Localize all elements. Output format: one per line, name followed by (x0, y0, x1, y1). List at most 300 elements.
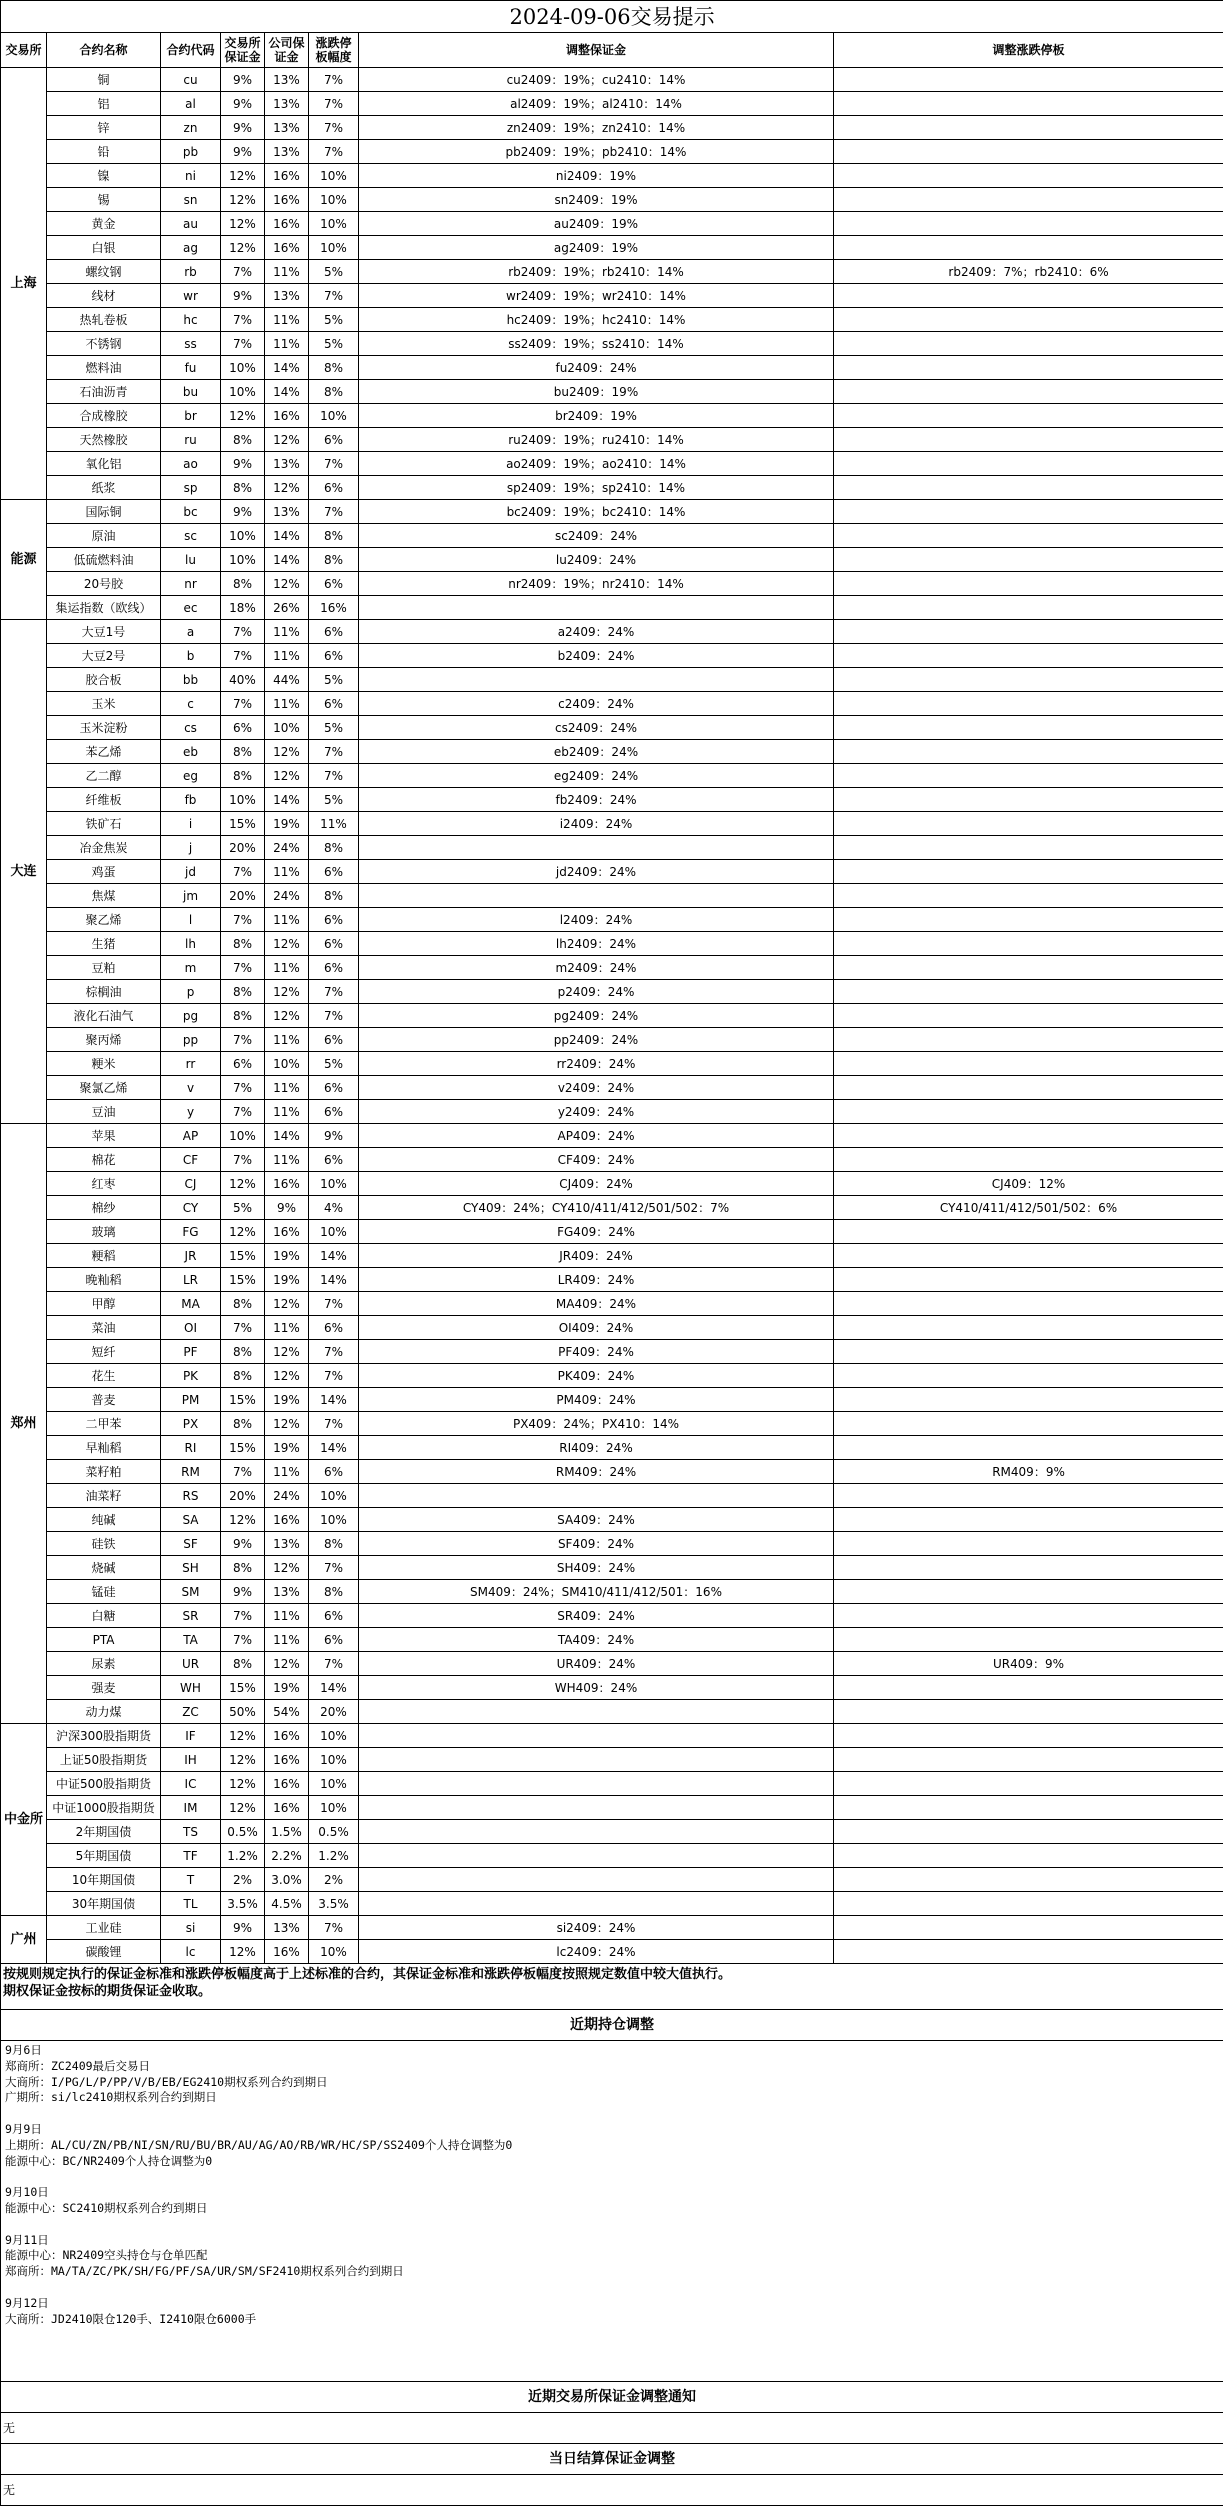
price-limit-cell: 7% (309, 1292, 359, 1316)
adjusted-margin-cell: sp2409：19%；sp2410：14% (359, 476, 834, 500)
contract-code-cell: lh (161, 932, 221, 956)
contract-code-cell: b (161, 644, 221, 668)
table-row (1, 1844, 1223, 1868)
contract-code-cell: WH (161, 1676, 221, 1700)
price-limit-cell: 7% (309, 1340, 359, 1364)
table-row (1, 452, 1223, 476)
adjusted-margin-cell (359, 884, 834, 908)
adjusted-margin-cell (359, 1796, 834, 1820)
contract-name-cell: 30年期国债 (47, 1892, 161, 1916)
contract-code-cell: JR (161, 1244, 221, 1268)
contract-name-cell: 天然橡胶 (47, 428, 161, 452)
contract-code-cell: ag (161, 236, 221, 260)
company-margin-cell: 14% (265, 524, 309, 548)
company-margin-cell: 16% (265, 1748, 309, 1772)
table-row (1, 1556, 1223, 1580)
table-row (1, 1124, 1223, 1148)
company-margin-cell: 11% (265, 644, 309, 668)
contract-name-cell: 中证1000股指期货 (47, 1796, 161, 1820)
table-row (1, 236, 1223, 260)
adjusted-margin-cell: ru2409：19%；ru2410：14% (359, 428, 834, 452)
adjusted-margin-cell: bu2409：19% (359, 380, 834, 404)
exchange-margin-cell: 15% (221, 812, 265, 836)
price-limit-cell: 10% (309, 1940, 359, 1964)
company-margin-cell: 14% (265, 356, 309, 380)
contract-name-cell: 苹果 (47, 1124, 161, 1148)
company-margin-cell: 44% (265, 668, 309, 692)
contract-name-cell: 聚乙烯 (47, 908, 161, 932)
company-margin-cell: 12% (265, 980, 309, 1004)
contract-name-cell: 普麦 (47, 1388, 161, 1412)
adjusted-margin-cell: SF409：24% (359, 1532, 834, 1556)
exchange-margin-cell: 8% (221, 1652, 265, 1676)
adjusted-margin-cell: fb2409：24% (359, 788, 834, 812)
contract-name-cell: 工业硅 (47, 1916, 161, 1940)
adjusted-limit-cell (834, 644, 1223, 668)
table-row (1, 524, 1223, 548)
adjusted-limit-cell (834, 476, 1223, 500)
adjusted-margin-cell: p2409：24% (359, 980, 834, 1004)
exchange-margin-cell: 7% (221, 692, 265, 716)
company-margin-cell: 13% (265, 452, 309, 476)
contract-name-cell: 红枣 (47, 1172, 161, 1196)
adjusted-limit-cell (834, 1556, 1223, 1580)
company-margin-cell: 12% (265, 476, 309, 500)
company-margin-cell: 11% (265, 1628, 309, 1652)
price-limit-cell: 6% (309, 572, 359, 596)
contract-name-cell: 氧化铝 (47, 452, 161, 476)
contract-code-cell: IH (161, 1748, 221, 1772)
contract-code-cell: sp (161, 476, 221, 500)
exchange-cell: 能源 (1, 500, 47, 620)
adjusted-margin-cell: ag2409：19% (359, 236, 834, 260)
adjusted-margin-cell (359, 1820, 834, 1844)
adjusted-limit-cell (834, 1268, 1223, 1292)
adjusted-limit-cell (834, 212, 1223, 236)
price-limit-cell: 5% (309, 788, 359, 812)
company-margin-cell: 3.0% (265, 1868, 309, 1892)
contract-name-cell: 纤维板 (47, 788, 161, 812)
contract-code-cell: TF (161, 1844, 221, 1868)
adjusted-limit-cell (834, 1892, 1223, 1916)
contract-code-cell: RM (161, 1460, 221, 1484)
price-limit-cell: 10% (309, 1724, 359, 1748)
contract-code-cell: RS (161, 1484, 221, 1508)
contract-code-cell: AP (161, 1124, 221, 1148)
contract-code-cell: nr (161, 572, 221, 596)
contract-code-cell: T (161, 1868, 221, 1892)
company-margin-cell: 11% (265, 692, 309, 716)
adjusted-limit-cell (834, 572, 1223, 596)
contract-name-cell: 合成橡胶 (47, 404, 161, 428)
contract-code-cell: m (161, 956, 221, 980)
company-margin-cell: 24% (265, 884, 309, 908)
price-limit-cell: 3.5% (309, 1892, 359, 1916)
adjusted-limit-cell (834, 1340, 1223, 1364)
exchange-margin-cell: 7% (221, 1628, 265, 1652)
adjusted-margin-cell (359, 1748, 834, 1772)
contract-code-cell: v (161, 1076, 221, 1100)
price-limit-cell: 5% (309, 1052, 359, 1076)
contract-code-cell: cu (161, 68, 221, 92)
header-price-limit: 涨跌停板幅度 (309, 33, 359, 68)
header-company-margin: 公司保证金 (265, 33, 309, 68)
exchange-margin-cell: 7% (221, 1460, 265, 1484)
adjusted-limit-cell: CJ409：12% (834, 1172, 1223, 1196)
contract-name-cell: 中证500股指期货 (47, 1772, 161, 1796)
exchange-cell: 大连 (1, 620, 47, 1124)
table-row (1, 1436, 1223, 1460)
contract-name-cell: 二甲苯 (47, 1412, 161, 1436)
adjusted-margin-cell (359, 1844, 834, 1868)
adjusted-margin-cell: lc2409：24% (359, 1940, 834, 1964)
adjusted-limit-cell (834, 452, 1223, 476)
price-limit-cell: 14% (309, 1436, 359, 1460)
adjusted-limit-cell (834, 1868, 1223, 1892)
contract-code-cell: j (161, 836, 221, 860)
company-margin-cell: 13% (265, 500, 309, 524)
company-margin-cell: 10% (265, 716, 309, 740)
adjusted-limit-cell (834, 428, 1223, 452)
contract-code-cell: zn (161, 116, 221, 140)
adjusted-margin-cell: PK409：24% (359, 1364, 834, 1388)
exchange-margin-cell: 8% (221, 572, 265, 596)
contract-code-cell: IF (161, 1724, 221, 1748)
adjusted-margin-cell: lh2409：24% (359, 932, 834, 956)
exchange-margin-cell: 9% (221, 92, 265, 116)
contract-name-cell: 黄金 (47, 212, 161, 236)
contract-name-cell: 大豆1号 (47, 620, 161, 644)
adjusted-margin-cell: b2409：24% (359, 644, 834, 668)
company-margin-cell: 19% (265, 1268, 309, 1292)
contract-code-cell: jd (161, 860, 221, 884)
table-row (1, 1268, 1223, 1292)
contract-code-cell: ss (161, 332, 221, 356)
contract-name-cell: 棕榈油 (47, 980, 161, 1004)
table-row (1, 1148, 1223, 1172)
contract-code-cell: y (161, 1100, 221, 1124)
table-row (1, 1196, 1223, 1220)
adjusted-limit-cell (834, 1820, 1223, 1844)
exchange-margin-cell: 15% (221, 1676, 265, 1700)
price-limit-cell: 7% (309, 1652, 359, 1676)
price-limit-cell: 7% (309, 1364, 359, 1388)
exchange-margin-cell: 7% (221, 1100, 265, 1124)
adjusted-margin-cell: wr2409：19%；wr2410：14% (359, 284, 834, 308)
table-row (1, 1244, 1223, 1268)
table-row (1, 1076, 1223, 1100)
adjusted-limit-cell (834, 1484, 1223, 1508)
adjusted-margin-cell: eb2409：24% (359, 740, 834, 764)
adjusted-margin-cell: SH409：24% (359, 1556, 834, 1580)
exchange-margin-cell: 8% (221, 980, 265, 1004)
company-margin-cell: 14% (265, 788, 309, 812)
price-limit-cell: 7% (309, 1412, 359, 1436)
contract-name-cell: 纸浆 (47, 476, 161, 500)
contract-code-cell: rb (161, 260, 221, 284)
adjusted-limit-cell (834, 1124, 1223, 1148)
exchange-margin-cell: 7% (221, 956, 265, 980)
exchange-margin-cell: 12% (221, 164, 265, 188)
contract-name-cell: 玉米淀粉 (47, 716, 161, 740)
contract-code-cell: SA (161, 1508, 221, 1532)
adjusted-limit-cell (834, 1388, 1223, 1412)
contract-code-cell: ru (161, 428, 221, 452)
price-limit-cell: 10% (309, 188, 359, 212)
price-limit-cell: 7% (309, 92, 359, 116)
price-limit-cell: 6% (309, 692, 359, 716)
table-row (1, 116, 1223, 140)
adjusted-margin-cell (359, 1892, 834, 1916)
adjusted-limit-cell (834, 860, 1223, 884)
company-margin-cell: 16% (265, 236, 309, 260)
table-row (1, 1940, 1223, 1964)
exchange-margin-cell: 8% (221, 932, 265, 956)
adjusted-margin-cell: RM409：24% (359, 1460, 834, 1484)
company-margin-cell: 14% (265, 380, 309, 404)
exchange-margin-cell: 7% (221, 308, 265, 332)
adjusted-margin-cell: JR409：24% (359, 1244, 834, 1268)
exchange-margin-cell: 9% (221, 1580, 265, 1604)
table-row (1, 764, 1223, 788)
company-margin-cell: 19% (265, 1388, 309, 1412)
exchange-margin-cell: 8% (221, 1340, 265, 1364)
table-row (1, 668, 1223, 692)
adjusted-limit-cell (834, 188, 1223, 212)
table-row (1, 356, 1223, 380)
contract-name-cell: 锌 (47, 116, 161, 140)
price-limit-cell: 14% (309, 1244, 359, 1268)
company-margin-cell: 11% (265, 1076, 309, 1100)
contract-name-cell: 国际铜 (47, 500, 161, 524)
price-limit-cell: 8% (309, 524, 359, 548)
adjusted-margin-cell: hc2409：19%；hc2410：14% (359, 308, 834, 332)
company-margin-cell: 11% (265, 860, 309, 884)
contract-name-cell: 铁矿石 (47, 812, 161, 836)
company-margin-cell: 16% (265, 164, 309, 188)
adjusted-margin-cell: y2409：24% (359, 1100, 834, 1124)
company-margin-cell: 11% (265, 1148, 309, 1172)
contract-name-cell: 锡 (47, 188, 161, 212)
table-row (1, 548, 1223, 572)
company-margin-cell: 16% (265, 188, 309, 212)
contract-name-cell: 烧碱 (47, 1556, 161, 1580)
company-margin-cell: 13% (265, 68, 309, 92)
price-limit-cell: 6% (309, 1628, 359, 1652)
company-margin-cell: 11% (265, 908, 309, 932)
adjusted-margin-cell (359, 1724, 834, 1748)
table-row (1, 476, 1223, 500)
contract-name-cell: 镍 (47, 164, 161, 188)
contract-name-cell: 热轧卷板 (47, 308, 161, 332)
adjusted-margin-cell: cu2409：19%；cu2410：14% (359, 68, 834, 92)
adjusted-limit-cell (834, 812, 1223, 836)
exchange-margin-cell: 7% (221, 1148, 265, 1172)
adjusted-margin-cell: c2409：24% (359, 692, 834, 716)
company-margin-cell: 13% (265, 1580, 309, 1604)
contract-code-cell: al (161, 92, 221, 116)
price-limit-cell: 7% (309, 284, 359, 308)
price-limit-cell: 6% (309, 1604, 359, 1628)
company-margin-cell: 13% (265, 116, 309, 140)
adjusted-limit-cell (834, 980, 1223, 1004)
exchange-margin-cell: 15% (221, 1388, 265, 1412)
company-margin-cell: 12% (265, 1364, 309, 1388)
contract-code-cell: TA (161, 1628, 221, 1652)
table-row (1, 332, 1223, 356)
adjusted-margin-cell: bc2409：19%；bc2410：14% (359, 500, 834, 524)
exchange-margin-cell: 7% (221, 620, 265, 644)
table-row (1, 1700, 1223, 1724)
price-limit-cell: 10% (309, 1772, 359, 1796)
exchange-margin-cell: 20% (221, 884, 265, 908)
adjusted-margin-cell: zn2409：19%；zn2410：14% (359, 116, 834, 140)
exchange-margin-cell: 15% (221, 1244, 265, 1268)
company-margin-cell: 16% (265, 1724, 309, 1748)
table-row (1, 1916, 1223, 1940)
company-margin-cell: 2.2% (265, 1844, 309, 1868)
company-margin-cell: 12% (265, 1340, 309, 1364)
adjusted-margin-cell: SM409：24%；SM410/411/412/501：16% (359, 1580, 834, 1604)
adjusted-limit-cell (834, 1508, 1223, 1532)
exchange-margin-cell: 7% (221, 332, 265, 356)
company-margin-cell: 16% (265, 1772, 309, 1796)
adjusted-margin-cell: m2409：24% (359, 956, 834, 980)
contract-name-cell: 低硫燃料油 (47, 548, 161, 572)
contract-code-cell: pb (161, 140, 221, 164)
exchange-margin-cell: 7% (221, 1076, 265, 1100)
adjusted-limit-cell (834, 164, 1223, 188)
price-limit-cell: 10% (309, 236, 359, 260)
exchange-margin-cell: 8% (221, 1004, 265, 1028)
table-row (1, 812, 1223, 836)
adjusted-margin-cell: PM409：24% (359, 1388, 834, 1412)
price-limit-cell: 10% (309, 404, 359, 428)
header-row (1, 33, 1223, 68)
adjusted-limit-cell (834, 596, 1223, 620)
table-row (1, 1748, 1223, 1772)
contract-code-cell: CF (161, 1148, 221, 1172)
contract-code-cell: SH (161, 1556, 221, 1580)
contract-name-cell: 10年期国债 (47, 1868, 161, 1892)
exchange-margin-cell: 7% (221, 860, 265, 884)
contract-code-cell: sn (161, 188, 221, 212)
contract-code-cell: l (161, 908, 221, 932)
adjusted-margin-cell: fu2409：24% (359, 356, 834, 380)
contract-code-cell: bc (161, 500, 221, 524)
contract-code-cell: pg (161, 1004, 221, 1028)
contract-name-cell: 纯碱 (47, 1508, 161, 1532)
exchange-margin-cell: 8% (221, 1412, 265, 1436)
price-limit-cell: 4% (309, 1196, 359, 1220)
adjusted-margin-cell: LR409：24% (359, 1268, 834, 1292)
contract-name-cell: 菜油 (47, 1316, 161, 1340)
contract-name-cell: 2年期国债 (47, 1820, 161, 1844)
adjusted-margin-cell: ao2409：19%；ao2410：14% (359, 452, 834, 476)
exchange-margin-cell: 10% (221, 356, 265, 380)
exchange-margin-cell: 5% (221, 1196, 265, 1220)
price-limit-cell: 10% (309, 1484, 359, 1508)
price-limit-cell: 7% (309, 1916, 359, 1940)
table-row (1, 1004, 1223, 1028)
price-limit-cell: 6% (309, 428, 359, 452)
contract-code-cell: lc (161, 1940, 221, 1964)
company-margin-cell: 12% (265, 740, 309, 764)
adjusted-limit-cell (834, 788, 1223, 812)
price-limit-cell: 6% (309, 932, 359, 956)
contract-name-cell: 粳米 (47, 1052, 161, 1076)
header-adjusted-margin: 调整保证金 (359, 33, 834, 68)
table-row (1, 1484, 1223, 1508)
contract-code-cell: au (161, 212, 221, 236)
table-row (1, 1820, 1223, 1844)
table-row (1, 788, 1223, 812)
exchange-margin-cell: 18% (221, 596, 265, 620)
price-limit-cell: 8% (309, 1532, 359, 1556)
adjusted-margin-cell: br2409：19% (359, 404, 834, 428)
exchange-margin-cell: 6% (221, 1052, 265, 1076)
exchange-margin-cell: 12% (221, 1748, 265, 1772)
price-limit-cell: 7% (309, 500, 359, 524)
contract-name-cell: 短纤 (47, 1340, 161, 1364)
table-row (1, 1412, 1223, 1436)
adjusted-limit-cell (834, 1100, 1223, 1124)
adjusted-margin-cell (359, 1484, 834, 1508)
adjusted-limit-cell (834, 1004, 1223, 1028)
company-margin-cell: 24% (265, 1484, 309, 1508)
adjusted-limit-cell (834, 308, 1223, 332)
price-limit-cell: 6% (309, 860, 359, 884)
adjusted-limit-cell (834, 692, 1223, 716)
contract-code-cell: fb (161, 788, 221, 812)
adjusted-limit-cell (834, 668, 1223, 692)
adjusted-margin-cell: nr2409：19%；nr2410：14% (359, 572, 834, 596)
adjusted-margin-cell (359, 668, 834, 692)
header-contract-code: 合约代码 (161, 33, 221, 68)
exchange-margin-notice-title: 近期交易所保证金调整通知 (1, 2382, 1223, 2413)
contract-code-cell: eb (161, 740, 221, 764)
price-limit-cell: 11% (309, 812, 359, 836)
price-limit-cell: 8% (309, 380, 359, 404)
company-margin-cell: 14% (265, 548, 309, 572)
adjusted-limit-cell (834, 1052, 1223, 1076)
exchange-margin-cell: 12% (221, 236, 265, 260)
adjusted-limit-cell (834, 1364, 1223, 1388)
header-adjusted-limit: 调整涨跌停板 (834, 33, 1223, 68)
adjusted-limit-cell (834, 1292, 1223, 1316)
exchange-margin-cell: 12% (221, 188, 265, 212)
adjusted-limit-cell (834, 1436, 1223, 1460)
adjusted-limit-cell (834, 1628, 1223, 1652)
price-limit-cell: 5% (309, 308, 359, 332)
price-limit-cell: 8% (309, 884, 359, 908)
adjusted-margin-cell: SR409：24% (359, 1604, 834, 1628)
contract-name-cell: 沪深300股指期货 (47, 1724, 161, 1748)
table-row (1, 1292, 1223, 1316)
exchange-margin-cell: 10% (221, 524, 265, 548)
exchange-margin-cell: 9% (221, 1532, 265, 1556)
company-margin-cell: 11% (265, 620, 309, 644)
exchange-cell: 广州 (1, 1916, 47, 1964)
contract-name-cell: 粳稻 (47, 1244, 161, 1268)
adjusted-limit-cell (834, 1772, 1223, 1796)
adjusted-limit-cell (834, 1148, 1223, 1172)
adjusted-margin-cell: ss2409：19%；ss2410：14% (359, 332, 834, 356)
exchange-margin-cell: 20% (221, 1484, 265, 1508)
adjusted-margin-cell: MA409：24% (359, 1292, 834, 1316)
table-row (1, 1316, 1223, 1340)
exchange-margin-cell: 10% (221, 548, 265, 572)
